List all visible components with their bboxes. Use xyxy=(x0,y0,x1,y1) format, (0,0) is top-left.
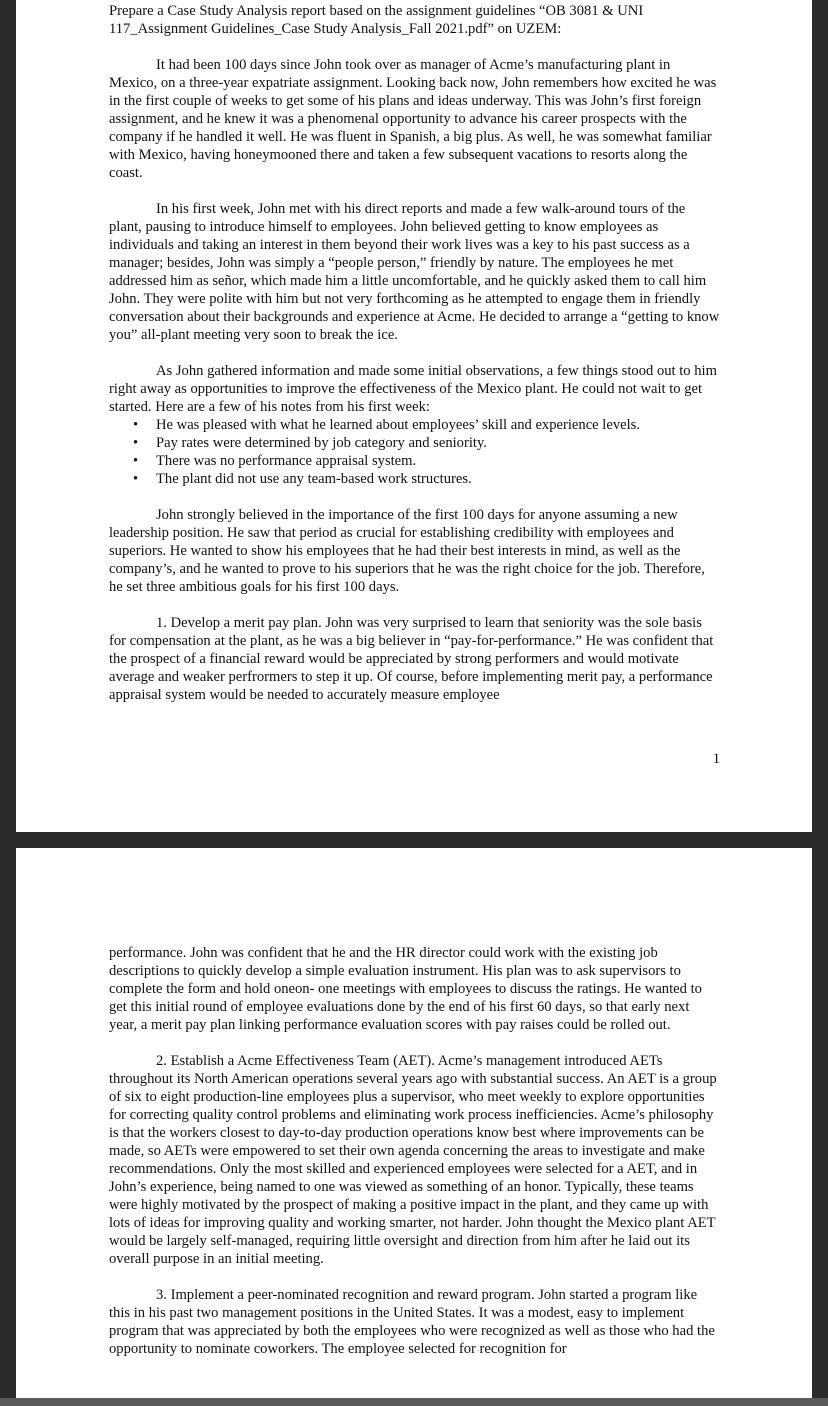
list-item: • The plant did not use any team-based work structures. xyxy=(109,470,721,488)
notes-list xyxy=(109,416,721,488)
page-1-content xyxy=(109,2,721,722)
page-2-content xyxy=(109,944,721,1376)
document-page-1 xyxy=(16,0,812,832)
page-number: 1 xyxy=(712,751,720,767)
paragraph-goal-2: 2. Establish a Acme Effectiveness Team (AET). Acme’s management introduced AETs throughout its North American operations several years ago with substantial success. An AET is a group of six to eight production-line employees plus a supervisor, who meet weekly to explore opportunities for correcting quality control problems and eliminating work process inefficiencies. Acme’s philosophy is that the workers closest to day-to-day production operations know best where improvements can be made, so AETs were empowered to set their own agenda concerning the areas to investigate and make recommendations. Only the most skilled and experienced employees were selected for a AET, and in John’s experience, being named to one was viewed as something of an honor. Typically, these teams were highly motivated by the prospect of making a positive impact in the plant, and they came up with lots of ideas for improving quality and working smarter, not harder. John thought the Mexico plant AET would be largely self-managed, requiring little oversight and direction from him after he laid out its overall purpose in an initial meeting. xyxy=(109,1053,717,1267)
list-item: • Pay rates were determined by job category and seniority. xyxy=(109,434,721,452)
scroll-bottom-bar xyxy=(0,1398,828,1406)
paragraph-intro: It had been 100 days since John took over as manager of Acme’s manufacturing plant in Mexico, on a three-year expatriate assignment. Looking back now, John remembers how excited he was in the first couple of weeks to get some of his plans and ideas underway. This was John’s first foreign assignment, and he knew it was a phenomenal opportunity to advance his career prospects with the company if he handled it well. He was fluent in Spanish, a big plus. As well, he was somewhat familiar with Mexico, having honeymooned there and taken a few subsequent vacations to resorts along the coast. xyxy=(109,57,717,181)
paragraph-goal-3: 3. Implement a peer-nominated recognition and reward program. John started a program like this in his past two management positions in the United States. It was a modest, easy to implement program that was appreciated by both the employees who were recognized as well as those who had the opportunity to nominate coworkers. The employee selected for recognition for xyxy=(109,1287,715,1357)
list-item: • He was pleased with what he learned about employees’ skill and experience levels. xyxy=(109,416,721,434)
paragraph-goal-1: 1. Develop a merit pay plan. John was very surprised to learn that seniority was the sole basis for compensation at the plant, as he was a big believer in “pay-for-performance.” He was confident that the prospect of a financial reward would be appreciated by strong performers and would motivate average and weaker perfrormers to step it up. Of course, before implementing merit pay, a performance appraisal system would be needed to accurately measure employee xyxy=(109,615,714,703)
paragraph-first-100-days: John strongly believed in the importance of the first 100 days for anyone assuming a new leadership position. He saw that period as crucial for establishing credibility with employees and superiors. He wanted to show his employees that he had their best interests in mind, as well as the company’s, and he wanted to prove to his superiors that he was the right choice for the job. Therefore, he set three ambitious goals for his first 100 days. xyxy=(109,507,705,595)
list-item: • There was no performance appraisal system. xyxy=(109,452,721,470)
document-page-2 xyxy=(16,848,812,1398)
paragraph-first-week: In his first week, John met with his direct reports and made a few walk-around tours of the plant, pausing to introduce himself to employees. John believed getting to know employees as individuals and taking an interest in them beyond their work lives was a key to his past success as a manager; besides, John was simply a “people person,” friendly by nature. The employees he met addressed him as señor, which made him a little uncomfortable, and he quickly asked them to call him John. They were polite with him but not very forthcoming as he attempted to engage them in friendly conversation about their backgrounds and experience at Acme. He decided to arrange a “getting to know you” all-plant meeting very soon to break the ice. xyxy=(109,201,720,343)
paragraph-goal-1-continued: performance. John was confident that he and the HR director could work with the existing job descriptions to quickly develop a simple evaluation instrument. His plan was to ask supervisors to complete the form and hold oneon- one meetings with employees to discuss the ratings. He wanted to get this initial round of employee evaluations done by the end of his first 60 days, so that early next year, a merit pay plan linking performance evaluation scores with pay raises could be rolled out. xyxy=(109,945,702,1033)
assignment-header: Prepare a Case Study Analysis report based on the assignment guidelines “OB 3081 & UNI 117_Assignment Guidelines_Case Study Analysis_Fall 2021.pdf” on UZEM: xyxy=(109,3,644,37)
paragraph-observations: As John gathered information and made some initial observations, a few things stood out to him right away as opportunities to improve the effectiveness of the Mexico plant. He could not wait to get started. Here are a few of his notes from his first week: xyxy=(109,363,717,415)
